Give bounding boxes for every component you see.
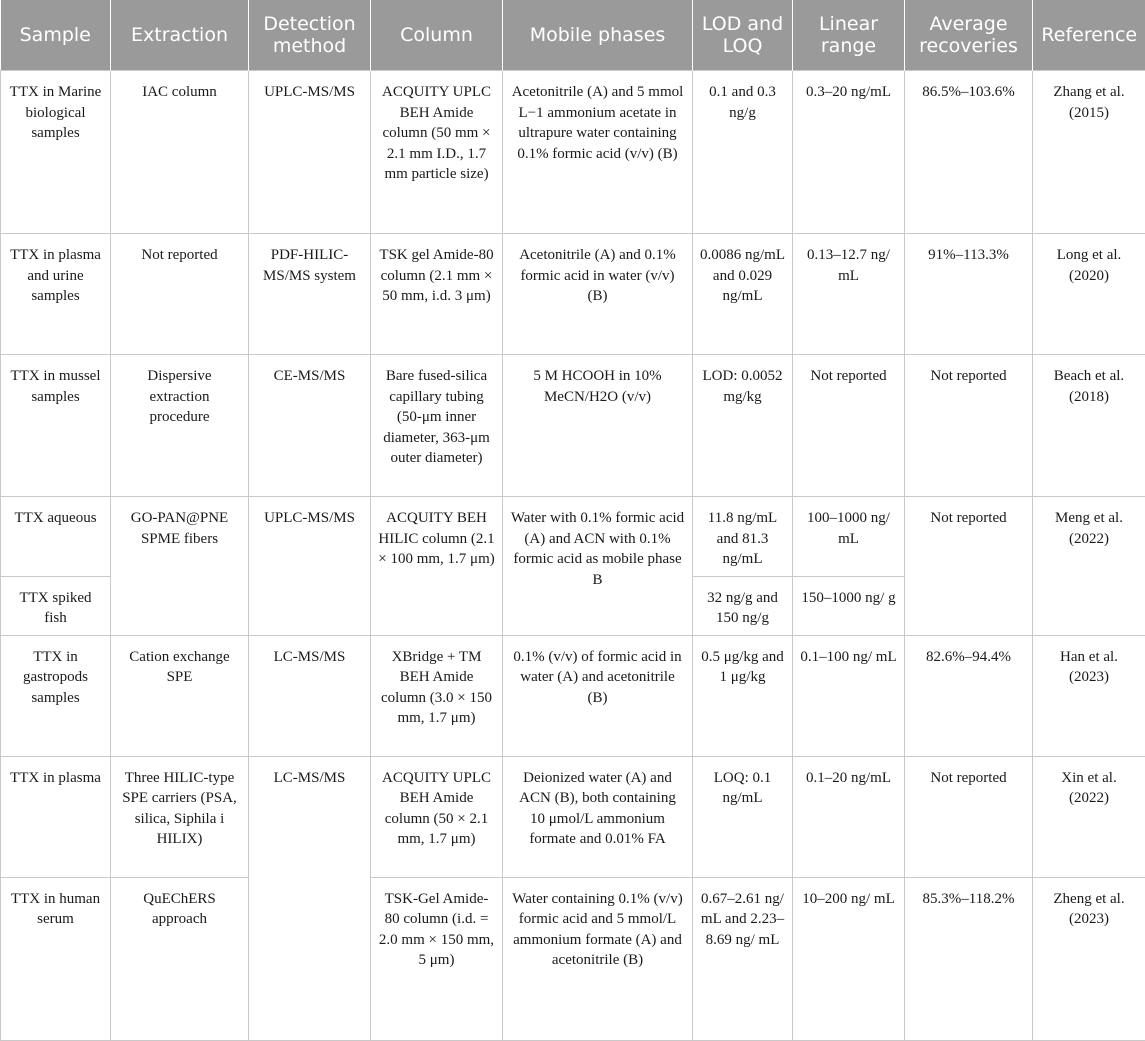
cell-linear-range: 10–200 ng/ mL — [793, 877, 905, 1040]
cell-mobile-phases: 5 M HCOOH in 10% MeCN/H2O (v/v) — [503, 355, 693, 497]
cell-lod-loq: 11.8 ng/mL and 81.3 ng/mL — [693, 497, 793, 577]
header-linear-range: Linear range — [793, 0, 905, 71]
cell-sample: TTX in mussel samples — [1, 355, 111, 497]
cell-sample: TTX in plasma and urine samples — [1, 234, 111, 355]
cell-mobile-phases: Acetonitrile (A) and 5 mmol L−1 ammonium acetate in ultrapure water containing 0.1% formic acid (v/v) (B) — [503, 71, 693, 234]
cell-extraction: GO-PAN@PNE SPME fibers — [111, 497, 249, 636]
cell-mobile-phases: Acetonitrile (A) and 0.1% formic acid in water (v/v) (B) — [503, 234, 693, 355]
cell-lod-loq: 0.67–2.61 ng/ mL and 2.23–8.69 ng/ mL — [693, 877, 793, 1040]
cell-extraction: QuEChERS approach — [111, 877, 249, 1040]
header-reference: Reference — [1033, 0, 1145, 71]
cell-extraction: Not reported — [111, 234, 249, 355]
cell-column: ACQUITY BEH HILIC column (2.1 × 100 mm, 1.7 μm) — [371, 497, 503, 636]
header-mobile-phases: Mobile phases — [503, 0, 693, 71]
cell-sample: TTX in human serum — [1, 877, 111, 1040]
cell-detection: UPLC-MS/MS — [249, 71, 371, 234]
header-detection-method: Detection method — [249, 0, 371, 71]
cell-recoveries: Not reported — [905, 756, 1033, 877]
cell-mobile-phases: Deionized water (A) and ACN (B), both containing 10 μmol/L ammonium formate and 0.01% FA — [503, 756, 693, 877]
table-row — [1, 355, 1145, 497]
table-row — [1, 635, 1145, 756]
cell-detection: LC-MS/MS — [249, 756, 371, 1040]
cell-linear-range: 150–1000 ng/ g — [793, 576, 905, 635]
cell-detection: LC-MS/MS — [249, 635, 371, 756]
cell-linear-range: 0.1–100 ng/ mL — [793, 635, 905, 756]
cell-reference: Zhang et al. (2015) — [1033, 71, 1145, 234]
header-lod-loq: LOD and LOQ — [693, 0, 793, 71]
cell-reference: Xin et al. (2022) — [1033, 756, 1145, 877]
cell-lod-loq: 0.1 and 0.3 ng/g — [693, 71, 793, 234]
cell-extraction: Three HILIC-type SPE carriers (PSA, silica, Siphila i HILIX) — [111, 756, 249, 877]
cell-sample: TTX in gastropods samples — [1, 635, 111, 756]
cell-reference: Meng et al. (2022) — [1033, 497, 1145, 636]
table-row — [1, 234, 1145, 355]
cell-recoveries: Not reported — [905, 497, 1033, 636]
table-row — [1, 497, 1145, 577]
cell-lod-loq: 32 ng/g and 150 ng/g — [693, 576, 793, 635]
cell-extraction: IAC column — [111, 71, 249, 234]
cell-linear-range: 100–1000 ng/ mL — [793, 497, 905, 577]
cell-detection: CE-MS/MS — [249, 355, 371, 497]
cell-column: TSK-Gel Amide-80 column (i.d. = 2.0 mm × 150 mm, 5 μm) — [371, 877, 503, 1040]
cell-lod-loq: LOQ: 0.1 ng/mL — [693, 756, 793, 877]
cell-detection: PDF-HILIC-MS/MS system — [249, 234, 371, 355]
cell-linear-range: 0.3–20 ng/mL — [793, 71, 905, 234]
cell-mobile-phases: 0.1% (v/v) of formic acid in water (A) and acetonitrile (B) — [503, 635, 693, 756]
cell-sample: TTX in plasma — [1, 756, 111, 877]
cell-lod-loq: 0.5 μg/kg and 1 μg/kg — [693, 635, 793, 756]
cell-extraction: Cation exchange SPE — [111, 635, 249, 756]
cell-recoveries: 82.6%–94.4% — [905, 635, 1033, 756]
cell-mobile-phases: Water containing 0.1% (v/v) formic acid and 5 mmol/L ammonium formate (A) and acetonitrile (B) — [503, 877, 693, 1040]
cell-sample: TTX in Marine biological samples — [1, 71, 111, 234]
cell-mobile-phases: Water with 0.1% formic acid (A) and ACN with 0.1% formic acid as mobile phase B — [503, 497, 693, 636]
table-row — [1, 756, 1145, 877]
cell-reference: Beach et al. (2018) — [1033, 355, 1145, 497]
cell-extraction: Dispersive extraction procedure — [111, 355, 249, 497]
cell-column: TSK gel Amide-80 column (2.1 mm × 50 mm, i.d. 3 μm) — [371, 234, 503, 355]
cell-linear-range: 0.13–12.7 ng/ mL — [793, 234, 905, 355]
cell-linear-range: Not reported — [793, 355, 905, 497]
cell-reference: Han et al. (2023) — [1033, 635, 1145, 756]
cell-recoveries: 85.3%–118.2% — [905, 877, 1033, 1040]
cell-column: ACQUITY UPLC BEH Amide column (50 mm × 2.1 mm I.D., 1.7 mm particle size) — [371, 71, 503, 234]
cell-recoveries: 91%–113.3% — [905, 234, 1033, 355]
cell-recoveries: Not reported — [905, 355, 1033, 497]
header-average-recoveries: Average recoveries — [905, 0, 1033, 71]
cell-reference: Long et al. (2020) — [1033, 234, 1145, 355]
cell-column: XBridge + TM BEH Amide column (3.0 × 150 mm, 1.7 μm) — [371, 635, 503, 756]
table-row — [1, 71, 1145, 234]
cell-sample: TTX aqueous — [1, 497, 111, 577]
cell-lod-loq: 0.0086 ng/mL and 0.029 ng/mL — [693, 234, 793, 355]
cell-reference: Zheng et al. (2023) — [1033, 877, 1145, 1040]
header-row — [1, 0, 1145, 71]
cell-recoveries: 86.5%–103.6% — [905, 71, 1033, 234]
cell-sample: TTX spiked fish — [1, 576, 111, 635]
cell-linear-range: 0.1–20 ng/mL — [793, 756, 905, 877]
cell-lod-loq: LOD: 0.0052 mg/kg — [693, 355, 793, 497]
cell-column: Bare fused-silica capillary tubing (50-μm inner diameter, 363-μm outer diameter) — [371, 355, 503, 497]
cell-detection: UPLC-MS/MS — [249, 497, 371, 636]
table-row — [1, 877, 1145, 1040]
header-column: Column — [371, 0, 503, 71]
cell-column: ACQUITY UPLC BEH Amide column (50 × 2.1 mm, 1.7 μm) — [371, 756, 503, 877]
header-extraction: Extraction — [111, 0, 249, 71]
header-sample: Sample — [1, 0, 111, 71]
